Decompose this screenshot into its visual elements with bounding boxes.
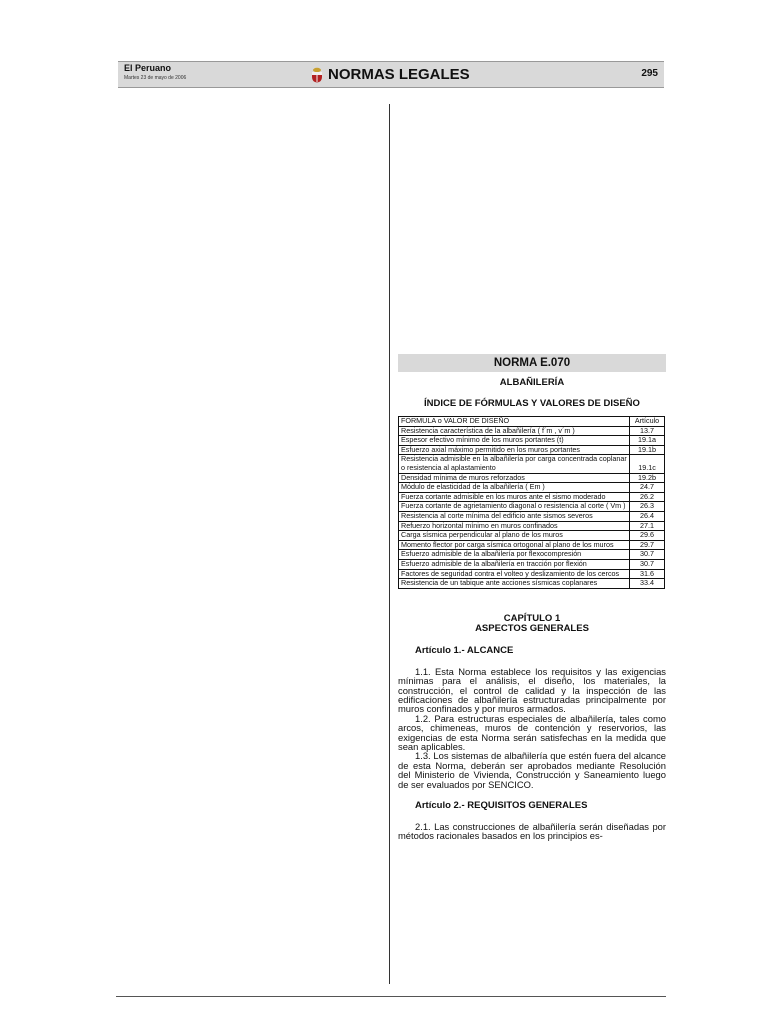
table-cell-article: 19.1b xyxy=(630,445,665,455)
right-column xyxy=(398,354,666,841)
table-cell-article: 31.6 xyxy=(630,569,665,579)
article-1-body xyxy=(398,667,666,789)
table-cell-article: 26.2 xyxy=(630,492,665,502)
article-1-paragraph: 1.2. Para estructuras especiales de albañilería, tales como arcos, chimeneas, muros de contención y reservorios, las exigencias de esta Norma serán satisfechas en la medida que sean aplicables. xyxy=(398,712,666,752)
norma-subject: ALBAÑILERÍA xyxy=(499,377,565,388)
index-title: ÍNDICE DE FÓRMULAS Y VALORES DE DISEÑO xyxy=(424,398,640,409)
page-header xyxy=(118,61,664,88)
table-header-formula: FORMULA o VALOR DE DISEÑO xyxy=(399,417,630,427)
table-cell-article: 26.4 xyxy=(630,511,665,521)
chapter-number: CAPÍTULO 1 xyxy=(503,612,561,624)
table-cell-formula: Módulo de elasticidad de la albañilería ( Em ) xyxy=(399,483,630,493)
article-2-title: Artículo 2.- REQUISITOS GENERALES xyxy=(415,799,588,811)
table-cell-article: 24.7 xyxy=(630,483,665,493)
publication-date: Martes 23 de mayo de 2006 xyxy=(124,75,187,81)
coat-of-arms-icon xyxy=(310,67,324,83)
table-header-row xyxy=(399,417,665,427)
table-row xyxy=(399,436,665,446)
table-cell-formula: Refuerzo horizontal mínimo en muros confinados xyxy=(399,521,630,531)
table-cell-article: 13.7 xyxy=(630,426,665,436)
table-cell-article: 26.3 xyxy=(630,502,665,512)
publication-name: El Peruano xyxy=(124,63,172,73)
table-header-article: Artículo xyxy=(630,417,665,427)
table-cell-formula: Momento flector por carga sísmica ortogonal al plano de los muros xyxy=(399,540,630,550)
article-1-title: Artículo 1.- ALCANCE xyxy=(415,644,514,656)
publication-info xyxy=(124,63,186,82)
table-cell-formula: Fuerza cortante admisible en los muros ante el sismo moderado xyxy=(399,492,630,502)
table-row xyxy=(399,511,665,521)
table-cell-article: 33.4 xyxy=(630,579,665,589)
article-1-paragraph: 1.1. Esta Norma establece los requisitos y las exigencias mínimas para el análisis, el diseño, los materiales, la construcción, el control de calidad y la inspección de las edificaciones de albañilería estructuradas principalmente por muros confinados y por muros armados. xyxy=(398,665,666,715)
table-cell-article: 19.1a xyxy=(630,436,665,446)
table-cell-formula: Densidad mínima de muros reforzados xyxy=(399,473,630,483)
table-cell-article: 19.1c xyxy=(630,455,665,473)
header-title: NORMAS LEGALES xyxy=(328,66,470,83)
table-cell-formula: Fuerza cortante de agrietamiento diagonal o resistencia al corte ( Vm ) xyxy=(399,502,630,512)
table-row xyxy=(399,559,665,569)
table-cell-formula: Resistencia característica de la albañilería ( f´m , v´m ) xyxy=(399,426,630,436)
article-2-paragraph: 2.1. Las construcciones de albañilería serán diseñadas por métodos racionales basados en los principios es- xyxy=(398,820,666,842)
table-cell-formula: Esfuerzo admisible de la albañilería en tracción por flexión xyxy=(399,559,630,569)
header-title-group xyxy=(310,64,470,85)
table-cell-formula: Espesor efectivo mínimo de los muros portantes (t) xyxy=(399,436,630,446)
table-cell-formula: Esfuerzo axial máximo permitido en los muros portantes xyxy=(399,445,630,455)
table-row xyxy=(399,531,665,541)
table-row xyxy=(399,483,665,493)
chapter-heading xyxy=(398,614,666,634)
table-cell-article: 19.2b xyxy=(630,473,665,483)
table-cell-formula: Resistencia de un tabique ante acciones sísmicas coplanares xyxy=(399,579,630,589)
column-divider xyxy=(389,104,390,984)
table-cell-formula: Factores de seguridad contra el volteo y deslizamiento de los cercos xyxy=(399,569,630,579)
table-cell-formula: Carga sísmica perpendicular al plano de los muros xyxy=(399,531,630,541)
footer-rule xyxy=(116,996,666,997)
table-cell-article: 29.7 xyxy=(630,540,665,550)
table-cell-formula: Esfuerzo admisible de la albañilería por flexocompresión xyxy=(399,550,630,560)
table-cell-article: 30.7 xyxy=(630,559,665,569)
table-row xyxy=(399,502,665,512)
article-1-paragraph: 1.3. Los sistemas de albañilería que estén fuera del alcance de esta Norma, deberán ser aprobados mediante Resolución del Ministerio de Vivienda, Construcción y Saneamiento luego de ser evaluados por SENCICO. xyxy=(398,750,666,790)
article-2-body xyxy=(398,822,666,841)
table-cell-article: 27.1 xyxy=(630,521,665,531)
chapter-title: ASPECTOS GENERALES xyxy=(475,622,589,634)
table-cell-article: 29.6 xyxy=(630,531,665,541)
norma-code-banner: NORMA E.070 xyxy=(398,354,666,372)
table-cell-article: 30.7 xyxy=(630,550,665,560)
table-cell-formula: Resistencia admisible en la albañilería por carga concentrada coplanar o resistencia al aplastamiento xyxy=(399,455,630,473)
page-number: 295 xyxy=(641,68,658,79)
table-row xyxy=(399,455,665,473)
formula-index-table xyxy=(398,416,665,589)
table-cell-formula: Resistencia al corte mínima del edificio ante sismos severos xyxy=(399,511,630,521)
table-row xyxy=(399,550,665,560)
table-row xyxy=(399,579,665,589)
